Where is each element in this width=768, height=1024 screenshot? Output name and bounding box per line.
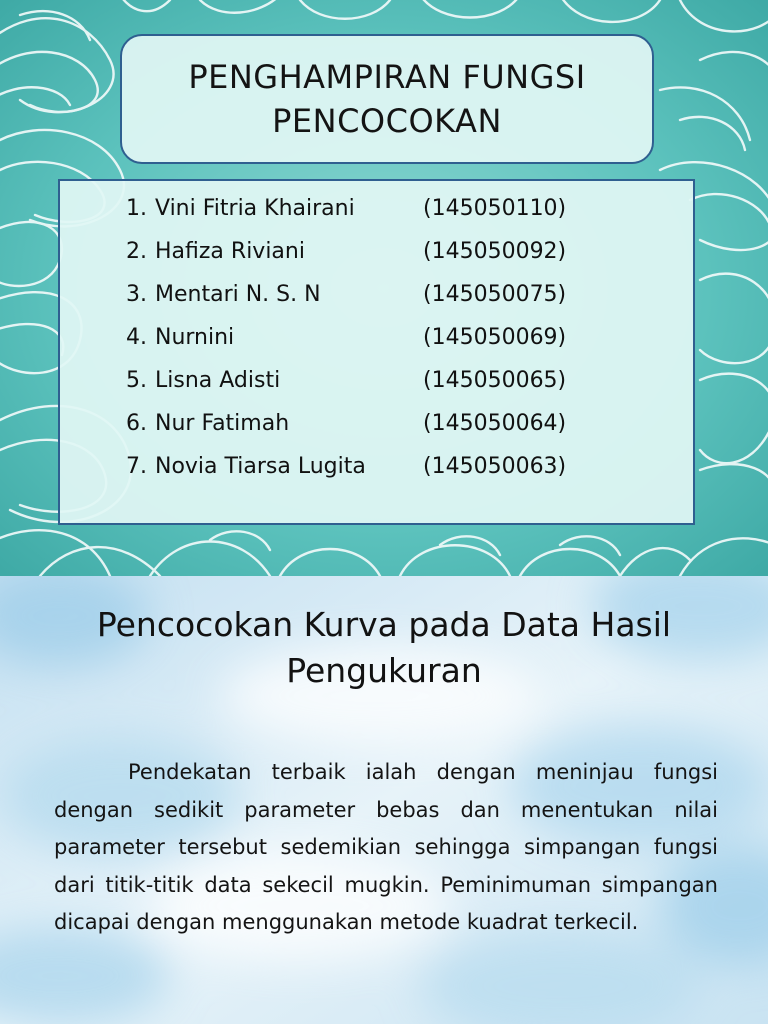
member-nim: (145050075) — [423, 282, 567, 307]
member-name: Hafiza Riviani — [155, 239, 305, 264]
member-name: Vini Fitria Khairani — [155, 196, 355, 221]
member-number: 6. — [126, 411, 147, 436]
member-name: Lisna Adisti — [155, 368, 281, 393]
member-number: 4. — [126, 325, 147, 350]
body-paragraph: Pendekatan terbaik ialah dengan meninjau fungsi dengan sedikit parameter bebas dan menentukan nilai parameter tersebut sedemikian sehingga simpangan fungsi dari titik-titik data sekecil mugkin. Peminimuman simpangan dicapai dengan menggunakan metode kuadrat terkecil. — [54, 760, 718, 934]
member-number: 1. — [126, 196, 147, 221]
title-box — [120, 34, 654, 164]
title-line-1: PENGHAMPIRAN FUNGSI — [188, 58, 586, 96]
slide-title-text — [188, 55, 585, 143]
heading-line-1: Pencocokan Kurva pada Data Hasil — [96, 605, 672, 644]
member-name: Mentari N. S. N — [155, 282, 321, 307]
member-name: Nur Fatimah — [155, 411, 290, 436]
member-nim: (145050110) — [423, 196, 567, 221]
member-name: Nurnini — [155, 325, 235, 350]
member-number: 2. — [126, 239, 147, 264]
member-nim: (145050063) — [423, 454, 567, 479]
heading-line-2: Pengukuran — [286, 651, 482, 690]
members-box — [58, 179, 695, 525]
slide-content — [0, 576, 768, 1024]
member-number: 3. — [126, 282, 147, 307]
member-nim: (145050064) — [423, 411, 567, 436]
member-nim: (145050069) — [423, 325, 567, 350]
slide-heading — [40, 602, 728, 694]
member-nim: (145050092) — [423, 239, 567, 264]
member-nim: (145050065) — [423, 368, 567, 393]
title-line-2: PENCOCOKAN — [272, 102, 502, 140]
member-number: 7. — [126, 454, 147, 479]
member-name: Novia Tiarsa Lugita — [155, 454, 366, 479]
member-number: 5. — [126, 368, 147, 393]
